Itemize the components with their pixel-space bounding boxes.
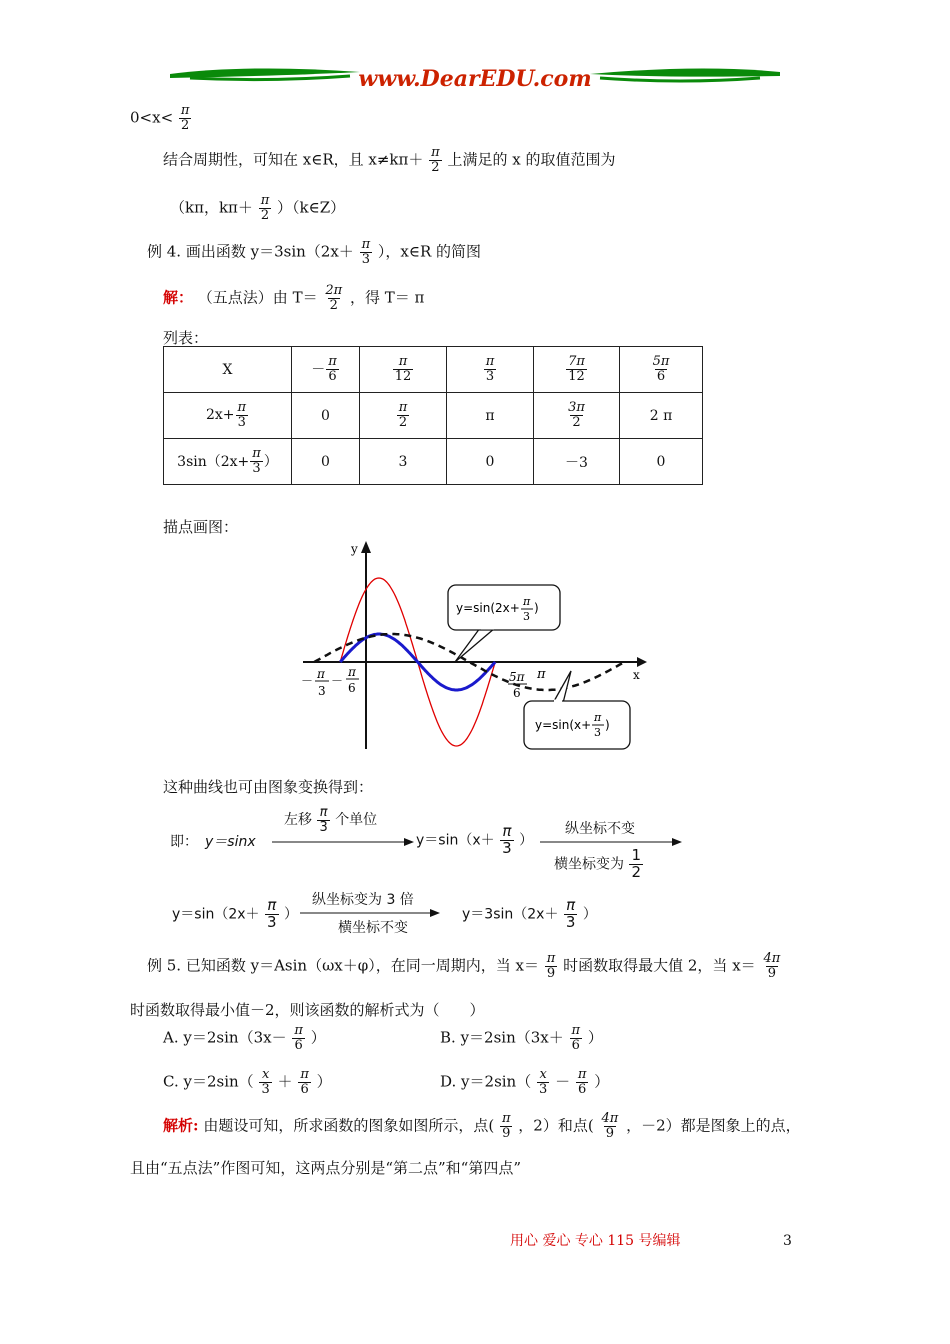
tick-neg-pi6-den: 6 — [348, 681, 356, 695]
step3-bottom: 横坐标不变 — [338, 920, 408, 936]
svg-text:π: π — [523, 595, 531, 608]
callout-2-text: y=sin(x+ — [535, 718, 592, 732]
callout-1-text: y=sin(2x+ — [456, 601, 520, 615]
table-cell: － $\frac{\pi}{6}$ — [292, 347, 360, 393]
transform-y-3sin-2x: y＝3sin（2x＋ $\frac{\pi}{3}$ ） — [462, 896, 597, 931]
right-leaf-icon — [590, 68, 780, 76]
step3-top: 纵坐标变为 3 倍 — [312, 892, 414, 908]
table-row: 2x+ $\frac{\pi}{3}$ 0 $\frac{\pi}{2}$ π $\frac{3\pi}{2}$ 2 π — [164, 393, 703, 439]
tick-neg-pi3-den: 3 — [318, 684, 326, 698]
step1-arrow-icon — [272, 836, 414, 848]
table-row: X － $\frac{\pi}{6}$ $\frac{\pi}{12}$ $\frac{\pi}{3}$ $\frac{7\pi}{12}$ $\frac{5\pi}{6}$ — [164, 347, 703, 393]
y-axis-arrow-icon — [361, 541, 371, 553]
table-cell: $\frac{\pi}{12}$ — [360, 347, 447, 393]
plot-label: 描点画图： — [163, 518, 239, 536]
example4-title: 例 4. 画出函数 y＝3sin（2x＋ $\frac{\pi}{3}$ ），x∈R 的简图 — [147, 237, 482, 267]
solution-line: 解： （五点法）由 T＝ $\frac{2\pi}{2}$ ，得 T＝ π — [163, 283, 425, 313]
solution-label: 解： — [163, 288, 194, 307]
table-cell: $\frac{7\pi}{12}$ — [534, 347, 620, 393]
step2-arrow-icon — [540, 836, 682, 848]
tick-5pi6-num: 5π — [509, 670, 525, 684]
option-a: A. y＝2sin（3x－ $\frac{\pi}{6}$ ） — [163, 1023, 326, 1053]
callout-2-pointer — [553, 671, 571, 703]
table-cell: $\frac{5\pi}{6}$ — [620, 347, 703, 393]
table-row: 3sin（2x+ $\frac{\pi}{3}$ ） 0 3 0 －3 0 — [164, 439, 703, 485]
table-cell: $\frac{\pi}{3}$ — [447, 347, 534, 393]
line-periodicity: 结合周期性，可知在 x∈R，且 x≠kπ＋ $\frac{\pi}{2}$ 上满足的 x 的取值范围为 — [163, 145, 616, 175]
step2-bottom: 横坐标变为 $\frac{1}{2}$ — [554, 846, 641, 881]
header-banner — [160, 60, 790, 100]
tick-5pi6-den: 6 — [513, 686, 521, 700]
tick-neg-pi3-sign: － — [301, 674, 314, 688]
line-range: （kπ，kπ＋ $\frac{\pi}{2}$ ）（k∈Z） — [170, 193, 346, 223]
option-d: D. y＝2sin（ $\frac{x}{3}$ － $\frac{\pi}{6}$ ） — [440, 1067, 610, 1097]
y-axis-label: y — [351, 542, 358, 556]
five-point-table — [163, 346, 703, 485]
transform-ji: 即： — [170, 834, 198, 850]
x-axis-arrow-icon — [637, 657, 647, 667]
step3-arrow-icon — [300, 907, 440, 919]
svg-text:π: π — [594, 711, 602, 724]
example5-line1: 例 5. 已知函数 y＝Asin（ωx＋φ），在同一周期内，当 x＝ $\frac{\pi}{9}$ 时函数取得最大值 2，当 x＝ $\frac{4\pi}{9}$ — [147, 951, 781, 981]
transform-y-sin-2x: y＝sin（2x＋ $\frac{\pi}{3}$ ） — [172, 896, 298, 931]
step1-label: 左移 $\frac{\pi}{3}$ 个单位 — [284, 805, 378, 835]
tick-neg-pi3-num: π — [317, 667, 325, 681]
option-b: B. y＝2sin（3x＋ $\frac{\pi}{6}$ ） — [440, 1023, 603, 1053]
tick-neg-pi6-num: π — [348, 665, 356, 679]
sine-graph — [295, 535, 655, 757]
svg-text:3: 3 — [523, 610, 530, 623]
page-number: 3 — [783, 1233, 792, 1249]
transform-y-sin-x-pi3: y＝sin（x＋ $\frac{\pi}{3}$ ） — [416, 822, 534, 857]
svg-text:): ) — [605, 718, 610, 732]
table-label: 列表： — [163, 329, 209, 347]
analysis-line1: 解析: 由题设可知，所求函数的图象如图所示，点( $\frac{\pi}{9}$ ，2）和点( $\frac{4\pi}{9}$ ，－2）都是图象上的点， — [163, 1111, 801, 1141]
transform-intro: 这种曲线也可由图象变换得到： — [163, 778, 374, 796]
footer-text: 用心 爱心 专心 115 号编辑 — [510, 1233, 681, 1249]
svg-text:): ) — [534, 601, 539, 615]
site-logo: www.DearEDU.com — [358, 66, 592, 92]
step2-top: 纵坐标不变 — [565, 821, 635, 837]
transform-y-sinx: y＝sinx — [205, 834, 256, 850]
tick-neg-pi6-sign: － — [331, 674, 344, 688]
svg-text:3: 3 — [594, 726, 601, 739]
analysis-label: 解析: — [163, 1116, 199, 1135]
frac-pi-2: $\frac{\pi}{2}$ — [180, 103, 190, 133]
example5-line2: 时函数取得最小值－2，则该函数的解析式为（ ） — [130, 1001, 485, 1019]
x-axis-label: x — [633, 668, 640, 682]
tick-pi: π — [537, 667, 546, 682]
analysis-line2: 且由“五点法”作图可知，这两点分别是“第二点”和“第四点” — [130, 1159, 522, 1177]
option-c: C. y＝2sin（ $\frac{x}{3}$ ＋ $\frac{\pi}{6}$ ） — [163, 1067, 332, 1097]
line-inequality: 0<x< $\frac{\pi}{2}$ — [130, 103, 190, 133]
callout-1-pointer — [455, 628, 495, 662]
